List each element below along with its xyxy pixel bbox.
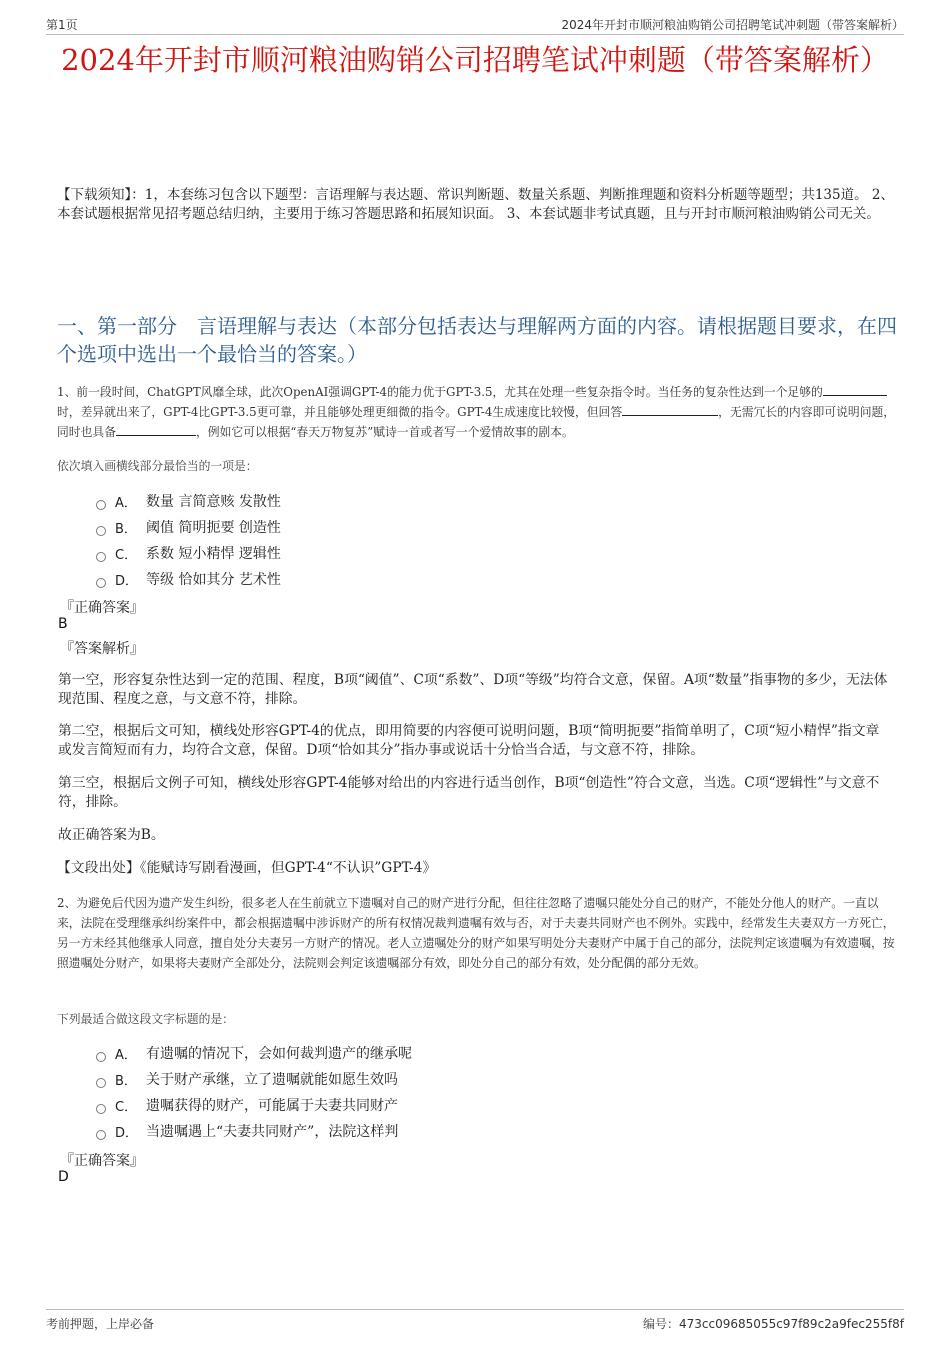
option-text: 阈值 简明扼要 创造性: [146, 520, 281, 536]
option-a[interactable]: [96, 1040, 412, 1066]
radio-icon[interactable]: [96, 500, 106, 510]
analysis-conclusion: 故正确答案为B。: [58, 827, 165, 843]
option-a[interactable]: [96, 488, 281, 514]
option-c[interactable]: [96, 1092, 412, 1118]
option-text: 当遗嘱遇上“夫妻共同财产”，法院这样判: [146, 1124, 399, 1140]
radio-icon[interactable]: [96, 1052, 106, 1062]
q1-stem-part2: 时，差异就出来了，GPT-4比GPT-3.5更可靠，并且能够处理更细微的指令。GPT-4生成速度比较慢，但回答: [57, 405, 623, 419]
option-text: 系数 短小精悍 逻辑性: [146, 546, 281, 562]
radio-icon[interactable]: [96, 578, 106, 588]
section-heading: 一、第一部分 言语理解与表达（本部分包括表达与理解两方面的内容。请根据题目要求，在四个选项中选出一个最恰当的答案。）: [57, 314, 897, 366]
analysis-label: 『答案解析』: [60, 641, 144, 657]
option-b[interactable]: [96, 1066, 412, 1092]
radio-icon[interactable]: [96, 1104, 106, 1114]
option-letter: A．: [115, 1047, 137, 1063]
source-citation: 【文段出处】《能赋诗写剧看漫画，但GPT-4“不认识”GPT-4》: [57, 860, 437, 876]
q1-stem-part4: ，例如它可以根据“春天万物复苏”赋诗一首或者写一个爱情故事的剧本。: [196, 425, 574, 439]
question-1-options: [96, 488, 281, 592]
option-letter: A．: [115, 495, 137, 511]
radio-icon[interactable]: [96, 552, 106, 562]
radio-icon[interactable]: [96, 1078, 106, 1088]
footer-slogan: 考前押题，上岸必备: [46, 1317, 155, 1331]
answer-value: D: [58, 1169, 69, 1185]
header-doc-title: 2024年开封市顺河粮油购销公司招聘笔试冲刺题（带答案解析）: [561, 18, 904, 32]
question-2-options: [96, 1040, 412, 1144]
answer-value: B: [58, 616, 68, 632]
radio-icon[interactable]: [96, 526, 106, 536]
option-d[interactable]: [96, 1118, 412, 1144]
answer-label: 『正确答案』: [60, 600, 144, 616]
option-text: 有遗嘱的情况下，会如何裁判遗产的继承呢: [146, 1046, 412, 1062]
option-d[interactable]: [96, 566, 281, 592]
radio-icon[interactable]: [96, 1130, 106, 1140]
analysis-paragraph: 第二空，根据后文可知，横线处形容GPT-4的优点，即用简要的内容便可说明问题，B项“简明扼要”指简单明了，C项“短小精悍”指文章或发言简短而有力，均符合文意，保留。D项“恰如其分”指办事或说话十分恰当合适，与文意不符，排除。: [58, 723, 880, 758]
blank-2: [622, 402, 718, 416]
question-2-stem: 2、为避免后代因为遗产发生纠纷，很多老人在生前就立下遗嘱对自己的财产进行分配，但往往忽略了遗嘱只能处分自己的财产，不能处分他人的财产。一直以来，法院在受理继承纠纷案件中，都会根据遗嘱中涉诉财产的所有权情况裁判遗嘱有效与否，对于夫妻共同财产也不例外。实践中，经常发生夫妻双方一方死亡，另一方未经其他继承人同意，擅自处分夫妻另一方财产的情况。老人立遗嘱处分的财产如果写明处分夫妻财产中属于自己的部分，法院判定该遗嘱为有效遗嘱，按照遗嘱处分财产，如果将夫妻财产全部处分，法院则会判定该遗嘱部分有效，即处分自己的部分有效，处分配偶的部分无效。: [57, 896, 895, 970]
analysis-paragraph: 第一空，形容复杂性达到一定的范围、程度，B项“阈值”、C项“系数”、D项“等级”均符合文意，保留。A项“数量”指事物的多少，无法体现范围、程度之意，与文意不符，排除。: [58, 672, 888, 707]
option-text: 关于财产承继，立了遗嘱就能如愿生效吗: [146, 1072, 398, 1088]
option-b[interactable]: [96, 514, 281, 540]
question-1-prompt: 依次填入画横线部分最恰当的一项是：: [57, 459, 258, 473]
option-letter: D．: [115, 1125, 139, 1141]
option-letter: D．: [115, 573, 139, 589]
option-letter: B．: [115, 521, 137, 537]
analysis-paragraph: 第三空，根据后文例子可知，横线处形容GPT-4能够对给出的内容进行适当创作，B项“创造性”符合文意，当选。C项“逻辑性”与文意不符，排除。: [58, 775, 880, 810]
option-c[interactable]: [96, 540, 281, 566]
option-text: 遗嘱获得的财产，可能属于夫妻共同财产: [146, 1098, 398, 1114]
page-footer: [46, 1309, 904, 1334]
blank-1: [823, 382, 887, 396]
q1-stem-part1: 1、前一段时间，ChatGPT风靡全球，此次OpenAI强调GPT-4的能力优于GPT-3.5，尤其在处理一些复杂指令时。当任务的复杂性达到一个足够的: [57, 385, 823, 399]
option-text: 数量 言简意赅 发散性: [146, 494, 281, 510]
q1-stem-part3: ，无需冗长的内容即可说明问题，同时也具备: [57, 405, 896, 439]
option-letter: C．: [115, 1099, 138, 1115]
download-notice: 【下载须知】：1，本套练习包含以下题型：言语理解与表达题、常识判断题、数量关系题、判断推理题和资料分析题等题型；共135道。 2、本套试题根据常见招考题总结归纳，主要用于练习答题思路和拓展知识面。 3、本套试题非考试真题，且与开封市顺河粮油购销公司无关。: [57, 187, 894, 222]
document-title: 2024年开封市顺河粮油购销公司招聘笔试冲刺题（带答案解析）: [61, 43, 889, 77]
blank-3: [116, 422, 196, 436]
question-2-prompt: 下列最适合做这段文字标题的是：: [57, 1012, 234, 1026]
footer-doc-id: 编号：473cc09685055c97f89c2a9fec255f8f: [643, 1317, 904, 1331]
answer-label: 『正确答案』: [60, 1153, 144, 1169]
page-number: 第1页: [46, 18, 78, 32]
option-letter: B．: [115, 1073, 137, 1089]
option-letter: C．: [115, 547, 138, 563]
page-header: [46, 14, 904, 35]
option-text: 等级 恰如其分 艺术性: [146, 572, 281, 588]
question-1-stem: [57, 382, 900, 442]
